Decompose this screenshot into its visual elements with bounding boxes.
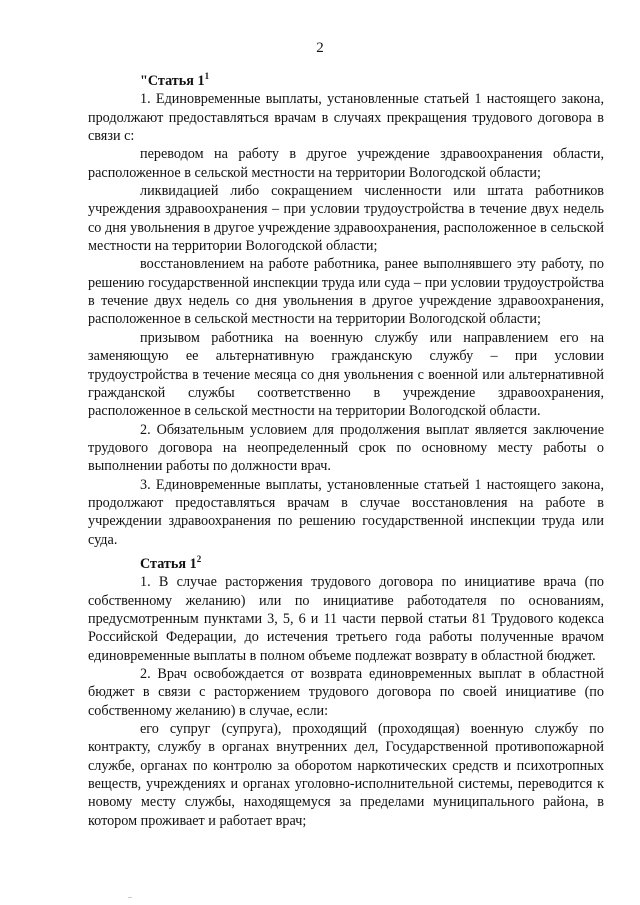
page-number: 2 [316, 40, 324, 56]
article-1-2-superscript: 2 [196, 553, 202, 564]
article-1-1-heading: "Статья $1^1$ [140, 71, 210, 89]
article-1-2-paragraph: его супруг (супруга), проходящий (проходящая) военную службу по контракту, службу в органах внутренних дел, Государственной противопожарной службе, органах по контролю за оборотом наркотических средств и психотропных веществ, учреждениях и органах уголовно-исполнительной системы, переводится к новому месту службы, находящемуся за пределами муниципального района, в котором проживает и работает врач; [88, 721, 604, 829]
article-1-2-heading: Статья $1^2$ [140, 553, 202, 572]
article-1-1-paragraph: 2. Обязательным условием для продолжения выплат является заключение трудового договора на неопределенный срок по основному месту работы о выполнении работы по должности врач. [88, 421, 604, 475]
article-1-1-paragraph: ликвидацией либо сокращением численности или штата работников учреждения здравоохранения – при условии трудоустройства в течение двух недель со дня увольнения в другое учреждение здравоохранения, расположенное в сельской местности на территории Вологодской области; [88, 183, 604, 255]
article-1-1-paragraph: восстановлением на работе работника, ранее выполнявшего эту работу, по решению государственной инспекции труда или суда – при условии трудоустройства в течение двух недель со дня увольнения в другое учреждение здравоохранения, расположенное в сельской местности на территории Вологодской области; [88, 256, 604, 328]
article-1-1-paragraph: переводом на работу в другое учреждение здравоохранения области, расположенное в сельской местности на территории Вологодской области; [88, 146, 604, 181]
article-1-2-paragraph: 1. В случае расторжения трудового договора по инициативе врача (по собственному желанию) или по инициативе работодателя по основаниям, предусмотренным пунктами 3, 5, 6 и 11 части первой статьи 81 Трудового кодекса Российской Федерации, до истечения третьего года работы полученные врачом единовременные выплаты в полном объеме подлежат возврату в областной бюджет. [88, 574, 604, 664]
article-1-1-paragraph: 3. Единовременные выплаты, установленные статьей 1 настоящего закона, продолжают предоставляться врачам в случае восстановления на работе в учреждении здравоохранения по решению государственной инспекции труда или суда. [88, 476, 604, 548]
article-1-1-paragraph: призывом работника на военную службу или направлением его на заменяющую ее альтернативную гражданскую службу – при условии трудоустройства в течение месяца со дня увольнения с военной или альтернативной гражданской службы соответственно в учреждение здравоохранения, расположенное в сельской местности на территории Вологодской области. [88, 329, 604, 420]
article-1-2-paragraph: 2. Врач освобождается от возврата единовременных выплат в областной бюджет в связи с расторжением трудового договора по своей инициативе (по собственному желанию) в случае, если: [88, 666, 604, 719]
document-body [88, 72, 604, 830]
article-1-1-paragraph: 1. Единовременные выплаты, установленные статьей 1 настоящего закона, продолжают предоставляться врачам в случаях прекращения трудового договора в связи с: [88, 91, 604, 145]
article-1-1-superscript: 1 [204, 71, 210, 81]
scan-speck [128, 897, 132, 898]
